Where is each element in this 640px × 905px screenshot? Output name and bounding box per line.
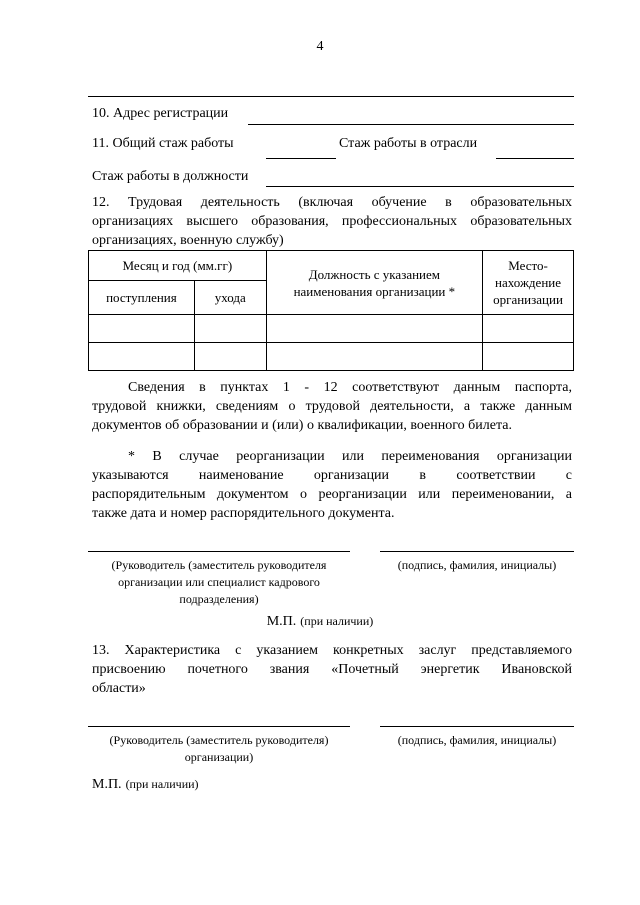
item13-line2: присвоению почетного звания «Почетный энергетик Ивановской — [92, 662, 572, 677]
confirm-line3: документов об образовании и (или) о квалификации, военного билета. — [92, 418, 512, 433]
stamp-label: М.П. — [92, 777, 122, 792]
table-cell-location[interactable] — [483, 315, 574, 343]
table-cell-out[interactable] — [194, 315, 266, 343]
table-cell-out[interactable] — [194, 343, 266, 371]
table-cell-location[interactable] — [483, 343, 574, 371]
signature2-right-line[interactable] — [380, 726, 574, 727]
note-line1: * В случае реорганизации или переименования организации — [128, 449, 572, 464]
signature2-left-caption: (Руководитель (заместитель руководителя) организации) — [109, 733, 329, 764]
item12-line1: 12. Трудовая деятельность (включая обучение в образовательных — [92, 195, 572, 210]
item12-line2: организациях высшего образования, профессиональных образовательных — [92, 214, 572, 229]
table-subheader-in: поступления — [89, 281, 195, 315]
position-experience-field-line[interactable] — [266, 186, 574, 187]
signature1-stamp — [0, 612, 640, 631]
signature1-right-caption: (подпись, фамилия, инициалы) — [397, 558, 557, 572]
stamp-note: (при наличии) — [125, 777, 199, 791]
table-subheader-out: ухода — [194, 281, 266, 315]
table-row — [89, 343, 574, 371]
confirm-line1: Сведения в пунктах 1 - 12 соответствуют данным паспорта, — [128, 380, 572, 395]
item12-line3: организациях, военную службу) — [92, 233, 284, 248]
signature2-stamp — [92, 775, 199, 794]
signature1-right-line[interactable] — [380, 551, 574, 552]
item11-total-field-line[interactable] — [266, 158, 336, 159]
page-number: 4 — [316, 39, 324, 54]
confirm-line2: трудовой книжки, сведениям о трудовой деятельности, а также данным — [92, 399, 572, 414]
stamp-label: М.П. — [266, 614, 297, 629]
item13-line1: 13. Характеристика с указанием конкретных заслуг представляемого — [92, 643, 572, 658]
note-line3: распорядительным документом о реорганизации или переименовании, а — [92, 487, 572, 502]
stamp-note: (при наличии) — [300, 614, 374, 628]
item13-line3: области» — [92, 681, 146, 696]
item10-field-line[interactable] — [248, 124, 574, 125]
top-divider — [88, 96, 574, 97]
note-line4: также дата и номер распорядительного документа. — [92, 506, 395, 521]
table-row — [89, 315, 574, 343]
signature1-left-caption: (Руководитель (заместитель руководителя организации или специалист кадрового подразделения) — [111, 558, 327, 606]
table-cell-in[interactable] — [89, 343, 195, 371]
work-history-table — [88, 250, 574, 371]
signature2-left-line[interactable] — [88, 726, 350, 727]
position-experience-label: Стаж работы в должности — [92, 169, 249, 184]
table-header-position: Должность с указанием наименования организации * — [266, 251, 482, 315]
signature1-left-line[interactable] — [88, 551, 350, 552]
note-line2: указываются наименование организации в соответствии с — [92, 468, 572, 483]
signature2-right-caption: (подпись, фамилия, инициалы) — [397, 733, 557, 747]
table-header-location: Место- нахождение организации — [483, 251, 574, 315]
table-header-month-year: Месяц и год (мм.гг) — [89, 251, 267, 281]
item11-industry-label: Стаж работы в отрасли — [339, 136, 478, 151]
item10-label: 10. Адрес регистрации — [92, 106, 229, 121]
table-cell-in[interactable] — [89, 315, 195, 343]
item11-total-label: 11. Общий стаж работы — [92, 136, 234, 151]
table-cell-position[interactable] — [266, 343, 482, 371]
table-cell-position[interactable] — [266, 315, 482, 343]
item11-industry-field-line[interactable] — [496, 158, 574, 159]
